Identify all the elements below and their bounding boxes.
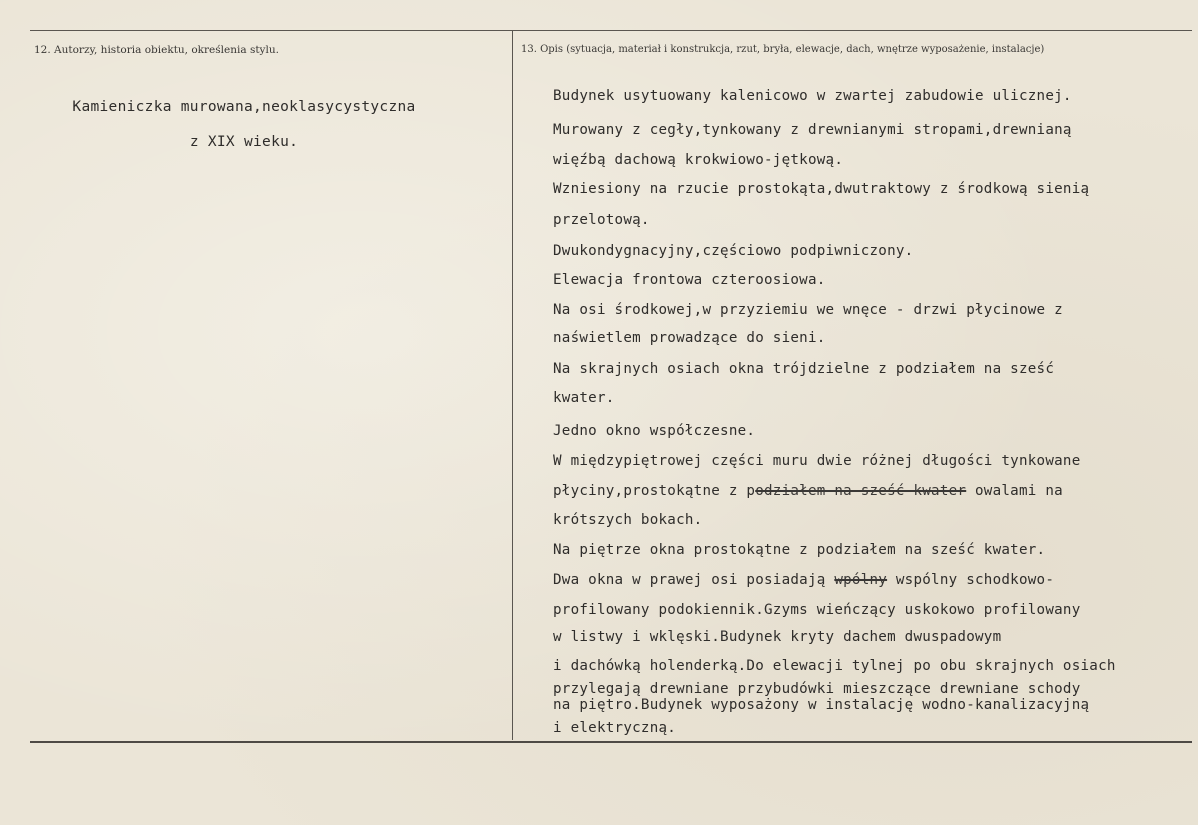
desc-line-2: Murowany z cegły,tynkowany z drewnianymi stropami,drewnianą bbox=[553, 122, 1072, 138]
desc-line-4: Wzniesiony na rzucie prostokąta,dwutraktowy z środkową sienią bbox=[553, 181, 1090, 197]
desc-line-16: Na piętrze okna prostokątne z podziałem na sześć kwater. bbox=[553, 542, 1046, 558]
desc-line-17-end: wspólny schodkowo- bbox=[887, 572, 1055, 588]
section-12-line-1: Kamieniczka murowana,neoklasycystyczna bbox=[72, 99, 416, 115]
struck-out-word: wpólny bbox=[834, 572, 888, 588]
desc-line-6: Dwukondygnacyjny,częściowo podpiwniczony. bbox=[553, 243, 914, 259]
desc-line-17-start: Dwa okna w prawej osi posiadają bbox=[553, 572, 835, 588]
desc-line-13: W międzypiętrowej części muru dwie różnej długości tynkowane bbox=[553, 453, 1081, 469]
desc-line-1: Budynek usytuowany kalenicowo w zwartej zabudowie ulicznej. bbox=[553, 88, 1072, 104]
desc-line-14-end: owalami na bbox=[966, 483, 1063, 499]
desc-line-14-start: płyciny,prostokątne z p bbox=[553, 483, 756, 499]
desc-line-23: i elektryczną. bbox=[553, 720, 677, 736]
desc-line-22: na piętro.Budynek wyposażony w instalację wodno-kanalizacyjną bbox=[553, 697, 1090, 713]
section-12-text bbox=[44, 90, 444, 160]
desc-line-5: przelotową. bbox=[553, 212, 650, 228]
desc-line-17 bbox=[553, 572, 1054, 588]
bottom-border-line bbox=[30, 741, 1192, 743]
desc-line-19: w listwy i wklęski.Budynek kryty dachem dwuspadowym bbox=[553, 629, 1002, 645]
desc-line-12: Jedno okno współczesne. bbox=[553, 423, 756, 439]
desc-line-11: kwater. bbox=[553, 390, 615, 406]
desc-line-14 bbox=[553, 483, 1063, 499]
section-13-heading: 13. Opis (sytuacja, materiał i konstrukcja, rzut, bryła, elewacje, dach, wnętrze wyposażenie, instalacje) bbox=[521, 44, 1045, 55]
desc-line-7: Elewacja frontowa czteroosiowa. bbox=[553, 272, 826, 288]
desc-line-21: przylegają drewniane przybudówki mieszczące drewniane schody bbox=[553, 681, 1081, 697]
struck-out-text: odziałem na sześć kwater bbox=[755, 483, 967, 499]
desc-line-8: Na osi środkowej,w przyziemiu we wnęce - drzwi płycinowe z bbox=[553, 302, 1063, 318]
desc-line-10: Na skrajnych osiach okna trójdzielne z podziałem na sześć bbox=[553, 361, 1055, 377]
desc-line-3: więźbą dachową krokwiowo-jętkową. bbox=[553, 152, 844, 168]
desc-line-20: i dachówką holenderką.Do elewacji tylnej po obu skrajnych osiach bbox=[553, 658, 1116, 674]
top-border-line bbox=[30, 30, 1192, 31]
desc-line-18: profilowany podokiennik.Gzyms wieńczący uskokowo profilowany bbox=[553, 602, 1081, 618]
section-12-heading: 12. Autorzy, historia obiektu, określenia stylu. bbox=[34, 44, 279, 56]
desc-line-15: krótszych bokach. bbox=[553, 512, 703, 528]
section-12-line-2: z XIX wieku. bbox=[189, 134, 299, 150]
desc-line-9: naświetlem prowadzące do sieni. bbox=[553, 330, 826, 346]
column-divider bbox=[512, 30, 513, 740]
